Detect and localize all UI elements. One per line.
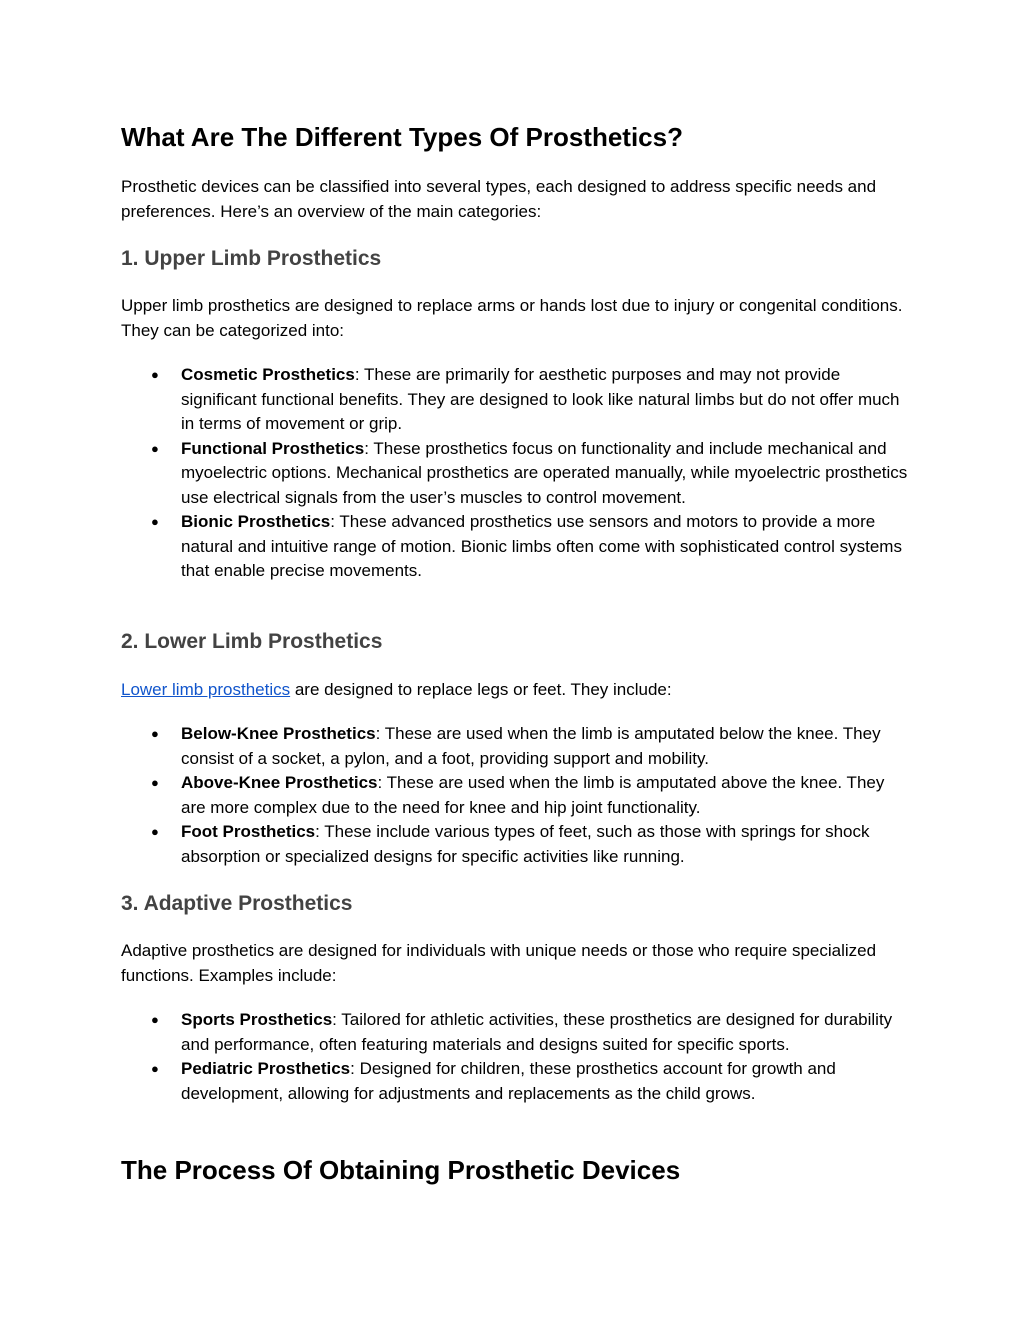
bullet-icon: ● [151, 514, 159, 529]
bullet-icon: ● [151, 440, 159, 456]
list-item-term: Sports Prosthetics [181, 1010, 333, 1029]
section-heading-upper-limb: 1. Upper Limb Prosthetics [121, 247, 382, 270]
upper-limb-list [121, 363, 911, 584]
bullet-icon: ● [151, 824, 159, 839]
list-item-text: : Tailored for athletic activities, these prosthetics are designed for durability and performance, often featuring materials and designs suited for specific sports. [181, 1010, 893, 1054]
page-title: What Are The Different Types Of Prosthetics? [121, 122, 683, 152]
list-item-text: : These advanced prosthetics use sensors and motors to provide a more natural and intuitive range of motion. Bionic limbs often come with sophisticated control systems that enable precise movements. [181, 512, 902, 580]
list-item-term: Above-Knee Prosthetics [181, 773, 378, 792]
list-item [121, 510, 911, 584]
list-item [121, 1008, 911, 1057]
list-item-text: : These prosthetics focus on functionality and include mechanical and myoelectric options. Mechanical prosthetics are operated manually, while myoelectric prosthetics use electrical signals from the user’s muscles to control movement. [181, 438, 908, 507]
section-intro-upper-limb: Upper limb prosthetics are designed to replace arms or hands lost due to injury or congenital conditions. They can be categorized into: [121, 296, 903, 340]
list-item [121, 437, 911, 511]
list-item-term: Foot Prosthetics [181, 822, 316, 841]
bullet-icon: ● [151, 367, 159, 382]
list-item-text: : These include various types of feet, such as those with springs for shock absorption or specialized designs for specific activities like running. [181, 822, 870, 866]
section-intro-text: are designed to replace legs or feet. They include: [290, 680, 672, 699]
list-item [121, 771, 911, 820]
section-heading-lower-limb: 2. Lower Limb Prosthetics [121, 630, 383, 653]
list-item-text: : These are used when the limb is amputated above the knee. They are more complex due to the need for knee and hip joint functionality. [181, 773, 885, 817]
list-item-term: Cosmetic Prosthetics [181, 365, 355, 384]
lower-limb-list [121, 722, 911, 869]
intro-paragraph: Prosthetic devices can be classified into several types, each designed to address specific needs and preferences. Here’s an overview of the main categories: [121, 177, 877, 221]
list-item-term: Functional Prosthetics [181, 438, 365, 458]
bullet-icon: ● [151, 1012, 159, 1027]
section-intro-lower-limb [121, 678, 911, 703]
list-item [121, 1057, 911, 1106]
section-intro-adaptive: Adaptive prosthetics are designed for individuals with unique needs or those who require specialized functions. Examples include: [121, 941, 877, 985]
list-item [121, 820, 911, 869]
list-item [121, 722, 911, 771]
list-item-term: Bionic Prosthetics [181, 512, 331, 531]
adaptive-list [121, 1008, 911, 1106]
list-item [121, 363, 911, 437]
bullet-icon: ● [151, 1061, 159, 1076]
bullet-icon: ● [151, 726, 159, 741]
list-item-term: Below-Knee Prosthetics [181, 724, 376, 743]
lower-limb-prosthetics-link[interactable]: Lower limb prosthetics [121, 680, 291, 699]
list-item-text: : Designed for children, these prosthetics account for growth and development, allowing for adjustments and replacements as the child grows. [181, 1059, 836, 1103]
next-section-heading: The Process Of Obtaining Prosthetic Devices [121, 1155, 681, 1185]
list-item-term: Pediatric Prosthetics [181, 1059, 351, 1078]
section-heading-adaptive: 3. Adaptive Prosthetics [121, 892, 353, 915]
bullet-icon: ● [151, 775, 159, 790]
list-item-text: : These are used when the limb is amputated below the knee. They consist of a socket, a pylon, and a foot, providing support and mobility. [181, 724, 881, 768]
list-item-text: : These are primarily for aesthetic purposes and may not provide significant functional benefits. They are designed to look like natural limbs but do not offer much in terms of movement or grip. [181, 365, 900, 433]
